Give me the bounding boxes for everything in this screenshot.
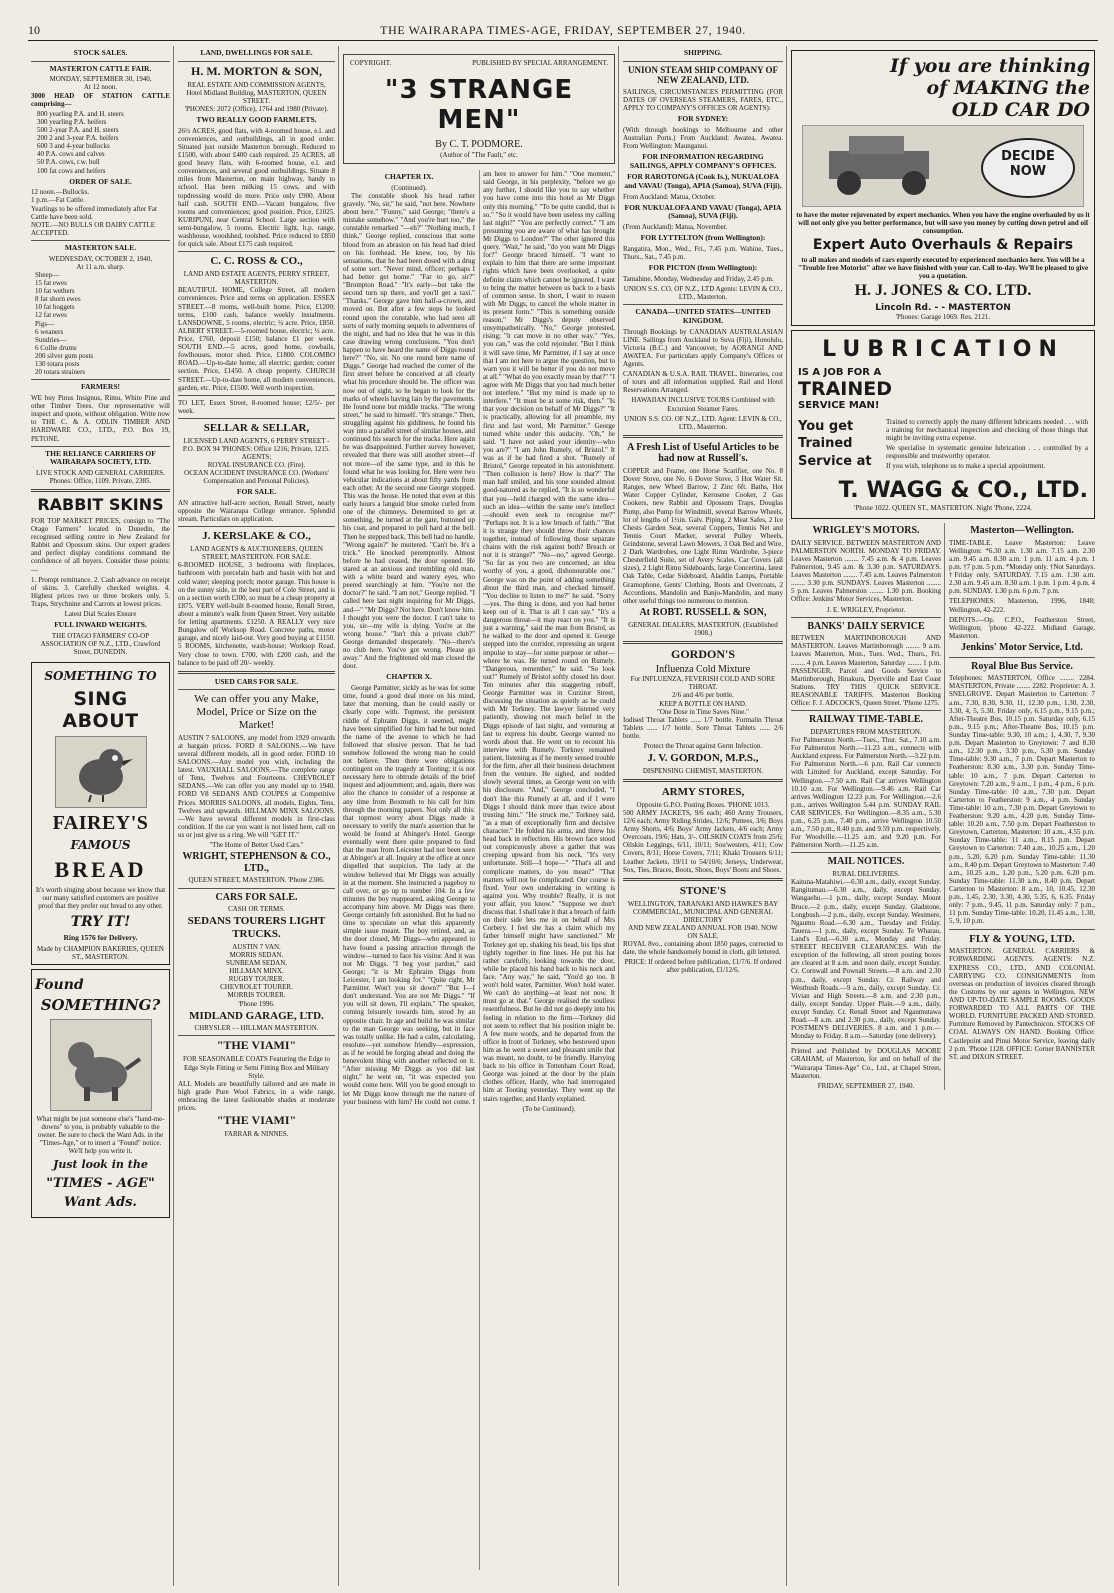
story-author-note: (Author of "The Fault," etc.: [440, 151, 518, 160]
info-head: FOR INFORMATION REGARDING SAILINGS, APPLY COMPANY'S OFFICES.: [629, 151, 777, 170]
used-title: We can offer you any Make, Model, Price or Size on the Market!: [194, 693, 319, 731]
transport-right: [949, 523, 1095, 1090]
raro-head: FOR RAROTONGA (Cook Is.), NUKUALOFA and VAVAU (Tonga), APIA (Samoa), SUVA (Fiji).: [624, 172, 782, 190]
sale-lines: [31, 271, 170, 376]
list-item: 200 silver gum posts: [35, 352, 94, 361]
found-ad: [31, 969, 170, 1218]
mw-title: Masterton—Wellington.: [970, 525, 1074, 537]
found-want: Want Ads.: [64, 1195, 137, 1211]
list-item: 500 2-year P.A. and H. steers: [37, 126, 119, 135]
jones-ad: [791, 50, 1095, 326]
used-heading: USED CARS FOR SALE.: [214, 676, 299, 686]
printed-date: FRIDAY, SEPTEMBER 27, 1940.: [817, 1081, 915, 1090]
mw-name: Jenkins' Motor Service, Ltd.: [961, 642, 1083, 653]
fair-lines: [31, 110, 170, 175]
list-item: Sheep—: [35, 270, 60, 279]
list-item: 10 fat wethers: [35, 287, 75, 296]
list-item: 8 fat shorn ewes: [35, 295, 81, 304]
list-item: Sundries—: [35, 335, 67, 344]
cars-heading: CARS FOR SALE.: [215, 891, 298, 903]
union-text: SAILINGS, CIRCUMSTANCES PERMITTING (FOR DATES OF OVERSEAS STEAMERS, FARES, ETC., APPLY TO COMPANY'S OFFICES OR AGENTS):: [623, 87, 783, 112]
list-item: 10 fat hoggets: [35, 303, 75, 312]
union-agents: UNION S.S. CO. OF N.Z., LTD Agents: LEVIN & CO., LTD., Masterton.: [623, 284, 783, 302]
list-item: 600 3 and 4-year bullocks: [37, 142, 110, 151]
bread-word: BREAD: [54, 857, 147, 883]
lyttel-head: FOR LYTTELTON (from Wellington):: [640, 233, 766, 243]
russell-title: A Fresh List of Useful Articles to be had now at Russell's.: [627, 441, 779, 465]
wright-addr: QUEEN STREET, MASTERTON. 'Phone 2386.: [188, 876, 325, 885]
bird-illustration: [55, 736, 147, 808]
kerslake-name: J. KERSLAKE & CO.,: [202, 530, 311, 543]
gordon-protect: Protect the Throat against Germ Infection.: [643, 742, 763, 751]
stones-text: ROYAL 8vo., containing about 1850 pages, corrected to date, the whole handsomely bound in cloth, gilt lettered.: [623, 940, 783, 957]
list-item: 1 p.m.—Fat Cattle.: [31, 196, 85, 205]
printed-by: Printed and Published by DOUGLAS MOORE GRAHAM, of Masterton, for and on behalf of the "Wairarapa Times-Age" Co., Ltd., at Chapel Street, Masterton.: [791, 1047, 941, 1080]
list-item: 40 P.A. cows and calves: [37, 150, 105, 159]
found-2: SOMETHING?: [40, 996, 161, 1015]
list-item: 100 fat cows and heifers: [37, 166, 106, 175]
bread-ad: [31, 662, 170, 965]
sale-date: WEDNESDAY, OCTOBER 2, 1940,: [48, 254, 153, 263]
mw-text: TIME-TABLE. Leave Masterton: Leave Wellington: *6.30 a.m. 1.30 a.m. 7.15 a.m. 2.30 a.m. 9.45 a.m. 8.30 a.m. 1 p.m. 11 a.m. 4 p.m. 1 p.m. †7 p.m. 5 p.m. *Monday only. †Not Saturdays. †Friday only. SATURDAY. 7.15 a.m. 1.30 a.m. 2.30 a.m. 9.45 a.m. 8.30 a.m. 1 p.m. 1 p.m. 4 p.m. 4 p.m. SUNDAY. 1.30 p.m. 6 p.m. 7 p.m.: [949, 538, 1095, 596]
fair-title: MASTERTON CATTLE FAIR.: [49, 63, 152, 73]
army-text: 500 ARMY JACKETS, 9/6 each; 460 Army Trousers, 12/6 each; Army Riding Strides, 12/6; Puttees, 3/6; Boys Army Shorts, 4/6; Boys' Army Jackets, 4/6 each; Army Overcoats, 19/6; Hats, 3/-. OILSKIN COATS from 25/6; Oilskin Leggings, 6/11, 10/11; Sou'westers, 4/11; Cow Covers, 8/11; Horse Covers, 7/11; Khaki Trousers 6/11; Leather Jackets, 19/11 to 54/10/6; Jerseys, Underwear, Sox, Ties, Braces, Boots, Shoes, Boys' Boots and Shoes.: [623, 808, 783, 874]
dog-illustration: [50, 1019, 152, 1111]
rail-title: RAILWAY TIME-TABLE.: [808, 714, 924, 726]
list-item: RUGBY TOURER.: [228, 975, 285, 984]
dog-icon: [56, 1025, 146, 1105]
midland-sub: CHRYSLER - - HILLMAN MASTERTON.: [194, 1024, 319, 1033]
viami-text: ALL Models are beautifully tailored and are made in high grade Pure Wool Fabrics, in a wide range, embracing the latest fashionable shades at moderate prices.: [178, 1079, 335, 1113]
column-classifieds: [28, 46, 174, 1586]
bread-big: SING ABOUT: [62, 688, 139, 733]
bread-famous: FAMOUS: [70, 838, 131, 853]
midland-name: MIDLAND GARAGE, LTD.: [189, 1009, 324, 1022]
list-item: 300 yearling P.A. heifers: [37, 117, 107, 126]
wrigley-title: WRIGLEY'S MOTORS.: [812, 525, 920, 537]
lub-text-1: Trained to correctly apply the many different lubricants needed . . . with a training for mechanical inspection and checking of those things that might be inviting extra expense.: [886, 417, 1088, 443]
jones-phone: 'Phones: Garage 1069. Res. 2121.: [895, 312, 991, 321]
car-text: to have the motor rejuvenated by expert mechanics. When you have the engine overhauled by us it will not only give you better performance, but will save you money by cutting down petrol and oil consumption.: [796, 211, 1090, 236]
transport-left: [791, 523, 945, 1090]
wagg-ad: [791, 330, 1095, 519]
story-banner: [343, 54, 615, 164]
gordon-title: GORDON'S: [670, 646, 735, 661]
viami-name2: "THE VIAMI": [216, 1113, 297, 1128]
masthead-bar: [28, 24, 1098, 41]
list-item: NOTE.—NO BULLS OR DAIRY CATTLE ACCEPTED.: [31, 220, 155, 237]
column-shipping: [620, 46, 787, 1586]
sellar-ins: ROYAL INSURANCE CO. (Fire).: [207, 461, 306, 470]
list-item: 50 P.A. cows, r.w. bull: [37, 158, 100, 167]
gordon-for: For INFLUENZA, FEVERISH COLD AND SORE THROAT.: [630, 675, 776, 692]
list-item: 12 fat ewes: [35, 311, 67, 320]
rabbit-text: FOR TOP MARKET PRICES, consign to "The Otago Farmers" located in Dunedin, the recognised selling centre in New Zealand for Rabbit and Opossum skins. Our expert graders and perfect display conditions command the confidence of all buyers. Consider these points:—: [31, 516, 170, 574]
list-item: 12 noon.—Bullocks.: [31, 188, 90, 197]
viami-sub: FOR SEASONABLE COATS Featuring the Edge to Edge Style Fitting or Semi Fitting Box and Military Style.: [183, 1055, 330, 1080]
column-land-cars: [175, 46, 339, 1586]
column-motoring-transport: [788, 46, 1098, 1586]
picton-text: Tamahine, Monday, Wednesday and Friday, 2.45 p.m.: [623, 274, 774, 283]
found-1: Found: [35, 977, 84, 994]
viami-name: "THE VIAMI": [216, 1038, 297, 1053]
bread-text: It's worth singing about because we know that our many satisfied customers are positive proof that they prefer our bread to any other.: [35, 885, 166, 910]
special-arrangement: PUBLISHED BY SPECIAL ARRANGEMENT.: [472, 59, 608, 67]
farmers-text: WE buy Pinus Insignus, Rimu, White Pine and other Timber Trees. Our representative will inspect and quote, without obligation. Write now to THE C. & A. ODLIN TIMBER AND HARDWARE CO., LTD., P.O. Box 19, PETONE.: [31, 394, 170, 443]
gordon-keep: KEEP A BOTTLE ON HAND.: [659, 699, 747, 708]
sydney-head: FOR SYDNEY:: [677, 113, 729, 123]
lub-get: You get Trained Service at: [798, 418, 872, 469]
car-icon: [809, 131, 989, 201]
chapter-heading-2: CHAPTER X.: [386, 672, 432, 682]
farmers-heading: FARMERS!: [80, 382, 121, 392]
sale-time: At 11 a.m. sharp.: [76, 262, 125, 271]
fly-title: FLY & YOUNG, LTD.: [969, 932, 1075, 945]
list-item: 800 yearling P.A. and H. steers: [37, 109, 124, 118]
canada-text: Through Bookings by CANADIAN AUSTRALASIAN LINE. Sailings from Auckland to Suva (Fiji), Honolulu, Victoria (B.C.) and Vancouver, by AORANGI AND AWATEA. For particulars apply Company's Offices or Agents.: [623, 327, 783, 368]
wagg-name: T. WAGG & CO., LTD.: [838, 478, 1088, 504]
morton-addr: Hotel Midland Building, MASTERTON, QUEEN STREET.: [186, 88, 327, 105]
russell-name: At ROBT. RUSSELL & SON,: [639, 606, 767, 618]
story-text-b: George Parmitter, sickly as he was for some time, found a good deal more on his mind, later that morning, than he could easily or clearly cope with. Topmost, the persistent riddle of Ephraim Diggs, it seemed, might have been simplified for him had he but noted the name of the avenue to which he had followed that elusive person. That he had somehow followed the wrong man he could not believe. Then there were obligations contingent on the tragedy at Tooting; it is not necessary here to obtrude details of the brief inquest and adjournment; and, again, there was also the chance to consider of a response at any time from Boxmuth to his call for him through the morning papers. Not only all this: that topmost worry about Diggs made it necessary to verify the man's assertion that he would be found at Abinger's Hotel. George eventually went there quite prepared to find that the man from Leicester had not been seen at Abinger's at all. Inquiry at the office at once dispelled that suspicion. The lady at the window believed that Mr Diggs was actually in at the moment. She instructed a pageboy to call over, or go up to number 104. In a few minutes the boy reappeared, asking George to accompany him above. Mr Diggs was there. George certainly felt astonished. But he had no time to speculate on what this apparently simple issue meant. The boy retired, and, as the door closed, Mr Diggs—who appeared to have found a passing attraction through the window—turned to face his visitor. And it was not Mr Diggs. "I beg your pardon," said George; "it is Mr Ephraim Diggs from Leicester, I am looking for." "Quite right, Mr Parmitter. Won't you sit down?" "But I—I don't understand. You are not Mr Diggs." "If you will sit down, I'll explain." The speaker, coming leisurely towards him, stood by an opposite chair. In age and build he was similar to the man George was seeking, but in face was totally unlike. He had a calm, calculating, resolute—yet somehow friendly—expression, as if he would be forging ahead and doing the benevolent thing with another reflected on it. "After missing Mr Diggs as you did last night," he went on, "it was expected you would come here. Will you be good enough to let Mr Diggs know through me the nature of your business with him? He could not come. I am here to answer for him." "One moment," said George, in his perplexity, "before we go any further, I should like you to say whether you have come into this hotel as Mr Diggs only this morning." "To be quite candid, that is so." "So it would have been useless my calling last night?" "You are perfectly correct." "I am presuming you are aware of what has brought Mr Diggs to London?" The other ignored this query. "Wait," he said, "do you want Mr Diggs for?" George braced himself. "I want to explain to him that there are some important rights which have been overlooked, a quite definite claim which cannot be ignored. I want to bring the matter between us back to a basis of common sense. In short, I want to reason with Mr Diggs, to cancel the whole matter in its present form." "This is something outside reason," Mr Diggs's deputy observed unsympathetically. "No," George protested, rising; "it can move in no other way." "Yes, you can," was the cold rejoinder. "But I think it will save time, Mr Parmitter, if I say at once that I am not here to argue the question, but to warn you it will be better if you do not move at all." "What do you exactly mean by that?" "I agree with Mr Diggs that you had much better not interfere." "But my mind is made up to interfere." "It must be at some risk, then." "Is that your decision on behalf of Mr Diggs?" "It is practically, allowing for all preamble, my first and last word, Mr Parmitter." George turned white under this audacity. "Oh," he said. "I have not asked your identity—who you are?" "I am John Rumely, of Bristol." It was as if he had fired a shot. "Rumely of Bristol," George repeated in his astonishment. "Then collusion is here? How is that?" The man half smiled, and his tone sounded almost good-natured as he replied, "It is so wonderful that you—held charged with the same idea—such an idea—within the same one's intellect—should even seek to recognise me?" "Perhaps not. It is a low breach of faith." "But it is strange they should throw their chances together, instead of following those separate chains with the risk against both? Breach or not it is strange?" "No—no," agreed George. "So far as you two are concerned, an idea worthy of you, a good, dishonourable one." George was on the point of adding something about the third man, and checked himself. "You decline to listen to me?" he said. "Sorry—yes. The thing is done, and you had better keep out of it. That is all I can say." "It's a dangerous threat—it may react on you." "It is just a warning," said the man from Bristol, as he walked to the door and opened it. George stepped into the corridor, repressing an urgent impulse to stay—for some purpose or other—where he was. He turned round on Rumely. "Dangerous, remember," he said. "So look out!" Rumely of Bristol softly closed his door. Ten minutes after this staggering rebuff, George Parmitter was in Curzitor Street, discussing the situation as quietly as he could with Mr Torkney. The lawyer listened very patiently, showing not much belief in the Diggs episode of last night, and venturing at last to express his doubt. George wanted no words about that. He went on to recount his interview with Rumely. Torkney remained patient, listening as if he merely sensed trouble for the firm, after all their business detachment from the venture. He sighed, and nodded slowly several times, as George went on with his disclosure. "And," George concluded, "I don't like this Rumely at all, and if I were Diggs I should think more than twice about trusting him." "He struck me," Torkney said, "as a man of exceptionally firm and decisive character." He folded his arms, and threw his head back in reflection. His brown face stood out conspicuously above a gather that was creeping upward from his neck. "It's very unfortunate. Still—I hope—" "That's all and complicate matters, do you mean?" "That matters will not be complicated. Our course is fixed. Your own undertaking in writing is against you. Why trouble? Really, it is not your affair, you know." "Suppose we don't discuss that. I shall take it that a breach of faith on their side lets me in on behalf of Mrs Corbery. I feel she has a claim which my father himself might have sanctioned." Mr Torkney got up, shaking his head, his lips shut tightly together in fine lines. He put his hat rather carefully, looking towards the door, while he placed his hand back to his neck and face. "Any way," he said, "You'd go too. It won't hold water, Parmitter. Won't hold water. We can't do anything—at least not now. It must go at that." George realised the soulless resentfulness. But he did not go deeply into his feeling in relation to the firm—Torkney did not seem to reflect that his position might be. A few more words, and he departed from the office in front of Torkney, who bestowed upon him as he went a sweet and pleasant smile that was meant, no doubt, to be friendly. Harrying back to his office in Tottenham Court Road, George was joined at the door by the plain clothes officer, Hardy, who had interrogated him at Tooting yesterday. They went up the stairs together, and Hardy explained.: [343, 170, 615, 1106]
morton-phone: 'PHONES: 2072 (Office), 1764 and 1980 (Private).: [184, 104, 329, 113]
page-number: 10: [28, 23, 40, 37]
overhaul-title: Expert Auto Overhauls & Repairs: [812, 237, 1074, 254]
viami-sub2: FARRAR & NINNES.: [224, 1130, 289, 1139]
car-script-1: If you are thinking: [890, 55, 1090, 77]
jones-addr: Lincoln Rd. - - MASTERTON: [875, 302, 1011, 313]
sellar-sub: LICENSED LAND AGENTS, 6 PERRY STREET - P.O. BOX 94 'PHONES: Office 1216; Private, 1215. AGENTS:: [182, 436, 331, 461]
wright-name: WRIGHT, STEPHENSON & CO., LTD.,: [182, 851, 331, 874]
mail-text: Kaituna-Matahiwi.—6.30 a.m., daily, except Sunday. Rangitumau.—6.30 a.m., daily, except Sunday. Wangaehu.—1 p.m., daily, except Sunday. Mount Bruce.—2 p.m., daily, except Sunday. Gladstone, Longbush.—2 p.m., daily, except Sunday. Westmere, Ngaumu Road.—6.30 a.m., Tuesday and Friday. Tauera.—1 p.m., daily, except Sunday. Te Wharau, Land's End.—6.30 a.m., Monday and Friday. STREET RECEIVER CLEARANCES. With the exception of the following, all street posting boxes are cleared at 8 a.m. and noon daily, except Sunday. Cr. Cornwall and Pownall Streets.—8 a.m. and 2.30 p.m., daily, except Sunday. Cr. Railway and Westbush Roads.—9 a.m., daily, except Sunday. Cr. Vivian and High Streets.—8 a.m. and 2.30 p.m., daily, except Sunday. Upper Plain.—9 a.m., daily, except Sunday. Cr. Renall Street and Ngaumutawa Road.—8 a.m. and 2.30 p.m., daily, except Sunday. POSTMEN'S DELIVERIES. 8 a.m. and 1 p.m.—Monday to Friday. 8 a.m.—Saturday (one delivery).: [791, 878, 941, 1041]
kerslake-sub: LAND AGENTS & AUCTIONEERS, QUEEN STREET, MASTERTON. FOR SALE.: [190, 545, 323, 562]
stones-sub: WELLINGTON, TARANAKI AND HAWKE'S BAY COMMERCIAL, MUNICIPAL AND GENERAL DIRECTORY: [627, 899, 779, 924]
continued-label: (Continued).: [391, 183, 427, 192]
story-byline: By C. T. PODMORE.: [435, 139, 523, 151]
found-paper: "TIMES - AGE": [46, 1176, 155, 1192]
used-motto: "The Home of Better Used Cars.": [209, 841, 304, 850]
gordon-tabs: Iodised Throat Tablets ...... 1/7 bottle. Formalin Throat Tablets ...... 1/7 bottle. Sore Throat Tablets ...... 2/6 bottle.: [623, 715, 783, 740]
found-look: Just look in the: [53, 1158, 148, 1172]
cars-phone: 'Phone 1996.: [238, 999, 275, 1008]
bread-small: SOMETHING TO: [44, 669, 157, 684]
lub-sub-2: TRAINED: [798, 378, 893, 401]
decide-2: NOW: [1009, 164, 1047, 180]
to-let: TO LET, Essex Street, 8-roomed house; £2/5/- per week.: [178, 398, 335, 415]
cars-terms: CASH OR TERMS.: [228, 905, 285, 914]
wagg-phone: 'Phone 1022. QUEEN ST., MASTERTON. Night 'Phone, 2224.: [854, 503, 1032, 512]
lyttel-text: Rangatira, Mon., Wed., Fri., 7.45 p.m. Wahine, Tues., Thurs., Sat., 7.45 p.m.: [623, 244, 783, 262]
morton-text: 26½ ACRES, good flats, with 4-roomed house, e.l. and conveniences, and outbuildings, all in good order. Situated just outside Masterton borough. Reduced to £1500, with about £400 cash required. 25 ACRES, all good heavy flats, with 6-roomed house, e.l. and conveniences, and several good outbuildings. Situate 8 miles from Masterton, on main highway, handy to school. Has been milking 15 cows, and with topdressing would do more. Price only £900. About half cash. SOUTH END.—Vacant bungalow, five rooms and conveniences; good position. Price, £1025. KURIPUNI, near Central School. Large section with semi-bungalow, 5 rooms. Electric light, h.p. range, washhouse, woodshed, toolshed. Price reduced to £850 for quick sale. About £175 cash required.: [178, 126, 335, 249]
morton-head2: TWO REALLY GOOD FARMLETS.: [196, 115, 317, 125]
chapter-heading: CHAPTER IX.: [384, 172, 434, 182]
rb-text: Telephones: MASTERTON, Office ........ 2284. MASTERTON, Private ........ 2282. Proprietor: A. J. SNELGROVE. Depart Masterton to Carterton: 7 a.m., 7.30, 8.30, 9.30, 11, 12.30 p.m., 1.30, 2.30, 3.30, 4, 5, 5.30. Friday only, 6.15 p.m., 9.15 p.m.; After-Theatre Bus, 10.15 p.m. Saturday only, 6.15 p.m., 9.15 p.m.; After-Theatre Bus, 10.15 p.m. Sunday Time-table: 9.30, 10 a.m.; 1, 4.30, 7, 9.30 p.m. Depart Masterton to Greytown: 7 and 8.30 a.m., 12.30 p.m., 3.30 p.m., 5.30 p.m. Sunday Time-table: 9.30 a.m., 7 p.m. Depart Masterton to Featherston: 8.30 a.m., 3.30 p.m. Sunday Time-table: 10 a.m., 7 p.m. Depart Carterton to Greytown: 7.20 a.m., 9 a.m., 1 p.m., 4 p.m., 6 p.m. Sunday Time-table: 10 a.m., 7.30 p.m. Depart Carterton to Featherston: 9 a.m., 4 p.m. Sunday Time-table: 10 a.m., 7.30 p.m. Depart Greytown to Featherston: 9.20 a.m., 4.20 p.m. Sunday Time-table: 10.20 a.m., 7.50 p.m. Depart Featherston to Greytown, Carterton, Masterton: 10 a.m., 4.55 p.m. Sunday Time-table: 11 a.m., 8.15 p.m. Depart Greytown to Carterton: 7.40 a.m., 10.25 a.m., 1.20 p.m., 5.20, 6.20 p.m. Sunday Time-table: 11.30 a.m., 8.40 p.m. Depart Greytown to Masterton: 7.40 a.m., 10.25 a.m., 1.20 p.m., 5.20 p.m. 6.20 p.m. Sunday Time-table: 11.30 a.m., 8.40 p.m. Depart Carterton to Masterton: 8 a.m., 10, 10.45, 12.30 p.m., 1.45, 2.30, 3.30, 4.30, 5.35, 6, 6.35. Friday only: 7 p.m., 9.45, 11 p.m. Saturday only: 7 p.m., 11 p.m. Sunday Time-table: 10.20, 11.45 a.m., 1.30, 5, 9, 10 p.m.: [949, 674, 1095, 926]
wrigley-text: DAILY SERVICE. BETWEEN MASTERTON AND PALMERSTON NORTH. MONDAY TO FRIDAY. Leaves Masterton ........ 7.45 a.m. & 4 p.m. Leaves Palmerston, 9.45 a.m. & 3.30 p.m. SATURDAYS. Leaves Masterton ........ 7.45 a.m. Leaves Palmerston ........ 3.30 p.m. SUNDAYS. Leaves Masterton ........ 5 p.m. Leaves Palmerston ........ 1.30 p.m. Booking Office: Jenkins' Motor Services, Masterton.: [791, 538, 941, 604]
sellar-acc: OCEAN ACCIDENT INSURANCE CO. (Workers' Compensation and Personal Policies).: [184, 469, 329, 486]
to-be-continued: (To be Continued).: [522, 1104, 576, 1113]
gordon-dose: "One Dose in Time Saves Nine.": [656, 707, 750, 716]
rabbit-points: 1. Prompt remittance. 2. Cash advance on receipt of skins. 3. Carefully checked weights. 4. Highest prices two or three brokers only. 5. Traps, Strychnine and Carrots at lowest prices.: [31, 575, 170, 608]
cars-list: [178, 943, 335, 1000]
army-title: ARMY STORES,: [661, 786, 745, 799]
stones-price: PRICE: If ordered before publication, £1/7/6. If ordered after publication, £1/12/6.: [624, 958, 782, 975]
rail-text: For Palmerston North.—Tues., Thur. Sat., 7.10 a.m. For Palmerston North.—11.23 a.m., connects with Auckland express. For Palmerston North.—3.22 p.m. For Palmerston North.—6 p.m. Rail Car connects with Limited for Auckland, except Saturday. For Wellington.—7.50 a.m. Rail Car arrives Wellington 10.10 a.m. For Wellington.—9.46 a.m. Rail Car arrives Wellington 12.23 p.m. For Wellington.—2.6 p.m., arrives Wellington 5.44 p.m. SUNDAY RAIL CAR SERVICES. For Wellington.—8.35 a.m., 5.30 p.m., 6.25 p.m., 7.40 p.m., arrive Wellington 10.50 a.m., 7.50 p.m., 8.40 p.m. and 9.59 p.m. respectively. For Woodville.—11.25 a.m. and 9.20 p.m. For Palmerston North.—11.25 a.m.: [791, 735, 941, 850]
stones-sub2: AND NEW ZEALAND ANNUAL FOR 1940. NOW ON SALE.: [628, 923, 778, 940]
stock-sales-heading: STOCK SALES.: [73, 48, 128, 57]
sellar-text: AN attractive half-acre section, Renall Street, nearly opposite the Wairarapa College entrance. Splendid stream. Particulars on application.: [178, 499, 335, 524]
rail-sub: DEPARTURES FROM MASTERTON.: [810, 727, 922, 736]
story-body: [343, 170, 615, 1570]
list-item: SUNBEAM SEDAN.: [225, 958, 288, 967]
hawaii-text: HAWAIIAN INCLUSIVE TOURS Combined with Excursion Steamer Fares.: [631, 396, 775, 413]
mw-phones: TELEPHONES: Masterton, 1996, 1848; Wellington, 42-222.: [949, 597, 1095, 614]
list-item: CHEVROLET TOURER.: [220, 983, 293, 992]
nuku-head: FOR NUKUALOFA AND VAVAU (Tonga), APIA (Samoa), SUVA (Fiji).: [624, 202, 782, 221]
list-item: MORRIS SEDAN.: [229, 950, 284, 959]
bread-brand: FAIREY'S: [52, 812, 149, 835]
copyright-label: COPYRIGHT.: [350, 59, 392, 67]
hawaii-agents: UNION S.S. CO. OF N.Z., LTD. Agent: LEVIN & CO., LTD., Masterton.: [624, 414, 782, 431]
lub-sub-1: IS A JOB FOR A: [798, 366, 882, 378]
raro-text: From Auckland: Matua, October.: [623, 192, 716, 201]
story-title: "3 STRANGE MEN": [384, 75, 574, 136]
russell-text: COPPER and Frame, one Horse Scarifier, one No. 8 Dover Stove, one No. 6 Dover Stove, 3 Hot Water Sit. Ranges, new Wheel Barrow, 2 Zinc 6ft. Baths, Hot Water Copper Cylinder, Kerosene Cooker, 2 Gas Cookers, new Rabbit and Opossum Traps, Douglas Pump, also Pump for Windmill, several Barrow Wheels, lot of lengths of 1½in. Galv. Piping, 2 Meat Safes, 2 Ice Chests Garden Seat, several Coppers, Tennis Net and Tennis Court Marker, several Pulley Wheels, Grindstone, several Lawn Mowers, 3 Oak Bed and Wire, 2 Dark Wardrobes, one Light Rimu Wardrobe, 3-piece Chesterfield Suite, set of Avery Scales, Car Covers (all sizes), 2 Light Rimu Sideboards, large Concertina, latest Oak Table, Cedar Sideboard, Aladdin Lamps, Portable Gramophone, Gents' Clothing, Boots and Overcoats, 2 Accordions, Mandolin and Banjo-Mandolin, and many other useful things too numerous to mention.: [623, 467, 783, 605]
decide-1: DECIDE: [1001, 149, 1055, 165]
army-addr: Opposite G.P.O. Posting Boxes. 'PHONE 1013.: [636, 800, 770, 809]
banks-text: BETWEEN MARTINBOROUGH AND MASTERTON. Leaves Martinborough ........ 9 a.m. Leaves Masterton, Mon., Tues. Wed., Thurs., Fri. ........ 4 p.m. Leaves Masterton, Saturday ........ 1 p.m. PASSENGER, Parcel and Goods Service to Martinborough, Hinakura, Dyerville and East Coast Stations. TRY THIS QUICK SERVICE. REASONABLE TARIFFS. Masterton Booking Office: F. J. ADCOCK'S, Queen Street. 'Phone 1275.: [791, 634, 941, 708]
lub-text-3: If you wish, telephone us to make a special appointment.: [886, 462, 1046, 471]
fair-order-heading: ORDER OF SALE.: [69, 176, 132, 186]
list-item: 6 weaners: [35, 327, 64, 336]
story-text-a: The constable shook his head rather gravely. "No, sir," he said, "not here. Nowhere about here." "Funny," said George; "there's a mistake somehow." "And you're hurt too," the constable remarked "—eh?" "Nothing much, I think," George replied, conscious that some blood from an abrasion on his head had dried on his forehead. He knew, too, by his sensations, that he had been dosed with a drug of some sort. "Never mind, officer; perhaps I had better get home." "Far to go, sir?" "Brompton Road." "It's early—but take the second turn up there, and you'll get a taxi." "Thanks." George gave him half-a-crown, and moved on. But after a few steps he looked round upon the constable, who had seen all sorts of early morning sequels to adventures of the night, and had no idea that he was in this case drawing wrong conclusions. "You don't happen to have heard the name of Diggs round here?" "No, sir. No one round here name of Diggs." George had reached the corner of the first street before he conceived at all clearly what his procedure should be. The officer was now out of sight, so he began to look for the marks of wheels having lain by the pavements. He found none but middle tracks. "The wrong street," he said to himself. "It's strange." Then, struggling against his giddiness, he found his way into a parallel street of similar houses, and continued his search for the tracks. Here again he was disappointed. Further survey however, revealed that there was still another street—if not more—of the same type, and in this he found what he was looking for. Here were two vehicular indications at about fifty yards from each other. At the second one George stopped. This was the house. He noted that even at this early hours a languid blue smoke curled from one of the chimneys. Determined to get at something, he turned at the gate, buttoned up his coat, and prepared to pull hard at the bell. Then he stepped back. This bell had no handle. "Wrong again?" he muttered. "Can't be. It's a trick." He knocked peremptorily. Almost before he had ceased, the door opened. He stared at an anxious and trembling old man, with a white beard and watery eyes, who peered searchingly at him. "You're not the doctor?" he said. "I am not," George replied. "I called here last night inquiring for Mr Diggs, and—" "Mr Diggs? Not here. Don't know him. I thought you were the doctor. I can't take to you, sir—my wife is dying. You're at the wrong house." "Isn't this a private club?" George demanded desperately. "No—there's no club here. You've got wrong. Please go away." And the frightened old man closed the door.: [343, 191, 475, 671]
kerslake-text: 6-ROOMED HOUSE, 3 bedrooms with fireplaces, bathroom with porcelain bath and basin with hot and cold water; sleeping porch; motor garage. This house is on the sunny side, in the best part of Cole Street, and is on a section worth £300, so must be a cheap property at £875. VERY well-built 8-roomed house, Renall Street, about a minute's walk from Queen Street. Very suitable for letting apartments. £1250. A REALLY very nice Bungalow off Worksop Road. Concrete paths, motor garage, and nicely laid-out. Very good buying at £1150. 5 ROOMS, kitchenette, wash-house; Worksop Road. Very close to town. £700, with £200 cash, and the balance to be paid off 20/- weekly.: [178, 561, 335, 667]
fly-text: MASTERTON. GENERAL CARRIERS & FORWARDING AGENTS. AGENTS: N.Z. EXPRESS CO., LTD., AND COLONIAL CARRYING CO. CONSIGNMENTS from overseas on production of invoices cleared through the Customs by our agents in Wellington. NEW AND UP-TO-DATE SAMPLE ROOMS. GOODS FORWARDED TO ALL PARTS OF THE WORLD. FURNITURE PACKED AND STORED. Furniture Removed by Pantechnicon. STOCKS OF COAL ALWAYS ON HAND. Booking Office: Castlepoint and Pinui Motor Service, leaving daily 2 p.m. 'Phone 1128. OFFICE: Corner BANNISTER ST. and DIXON STREET.: [949, 947, 1095, 1061]
bird-icon: [61, 741, 141, 803]
rb-title: Royal Blue Bus Service.: [971, 660, 1073, 672]
nuku-text: (From Auckland): Matua, November.: [623, 223, 728, 232]
morton-sub: REAL ESTATE AND COMMISSION AGENTS,: [187, 80, 326, 89]
rabbit-weights: FULL INWARD WEIGHTS.: [54, 620, 147, 630]
list-item: 6 Collie drums: [35, 343, 77, 352]
list-item: 20 totara strainers: [35, 368, 86, 377]
canada-head: CANADA—UNITED STATES—UNITED KINGDOM.: [635, 307, 771, 325]
car-script-3: OLD CAR DO: [951, 99, 1090, 122]
masthead: THE WAIRARAPA TIMES-AGE, FRIDAY, SEPTEMBER 27, 1940.: [380, 23, 746, 37]
carriers-sub: LIVE STOCK AND GENERAL CARRIERS.: [36, 469, 165, 478]
used-text: AUSTIN 7 SALOONS, any model from 1929 onwards at bargain prices. FORD 8 SALOONS.—We have several different models, all in good order. FORD 10 SALOONS.—Any model you wish, including the latest. VAUXHALL SALOONS.—The complete range of Tens, Twelves and Fourteens. CHEVROLET SEDANS.—We can offer you any model up to 1940. FORD V8 SEDANS AND COUPES at Competitive Prices. MORRIS SALOONS, all models, Eights, Tens, Twelves and upwards. HILLMAN MINX SALOONS.—We have several different models in first-class condition. If the car you want is not listed here, call on us or just give us a ring. We will "GET IT.": [178, 733, 335, 840]
rabbit-address: THE OTAGO FARMERS' CO-OP ASSOCIATION OF N.Z., LTD., Crawford Street, DUNEDIN.: [40, 631, 161, 657]
ross-name: C. C. ROSS & CO.,: [210, 255, 303, 268]
list-item: MORRIS TOURER.: [227, 991, 286, 1000]
carriers-phone: Phones: Office, 1109. Private, 2385.: [49, 477, 152, 486]
list-item: HILLMAN MINX.: [229, 967, 284, 976]
lub-title: LUBRICATION: [822, 337, 1064, 363]
russell-sub: GENERAL DEALERS, MASTERTON. (Established 1908.): [628, 620, 778, 637]
rail-travel-text: CANADIAN & U.S.A. RAIL TRAVEL. Itineraries, cost of tours and all information supplied. Rail and Hotel Reservations Arranged.: [623, 370, 783, 395]
jones-name: H. J. JONES & CO. LTD.: [854, 281, 1032, 299]
decide-now-badge: [981, 138, 1075, 198]
land-heading: LAND, DWELLINGS FOR SALE.: [200, 48, 313, 57]
bread-try: TRY IT!: [70, 914, 131, 931]
found-text: What might be just someone else's "hand-me-downs" to you, is probably valuable to the owner. Be sure to check the Want Ads. in the "Times-Age," or to insert a "Found" notice. We'll help you write it.: [36, 1114, 165, 1156]
lub-text-2: We specialise in systematic genuine lubrication . . . controlled by a responsible and trustworthy operator.: [886, 444, 1088, 461]
rabbit-title: RABBIT SKINS: [37, 495, 164, 515]
mail-title: MAIL NOTICES.: [827, 856, 905, 868]
cars-title: SEDANS TOURERS LIGHT TRUCKS.: [187, 915, 326, 940]
old-car-illustration: [802, 125, 1084, 207]
gordon-sub: Influenza Cold Mixture: [655, 663, 751, 675]
sale-title: MASTERTON SALE.: [64, 243, 137, 253]
gordon-price: 2/6 and 4/6 per bottle.: [672, 691, 734, 700]
carriers-title: THE RELIANCE CARRIERS OF WAIRARAPA SOCIETY, LTD.: [45, 448, 156, 467]
bread-made: Made by CHAMPION BAKERIES, QUEEN ST., MASTERTON.: [37, 945, 164, 962]
overhaul-text: to all makes and models of cars expertly executed by experienced mechanics here. You will be a "Trouble free Motorist" after we have finished with your car. Call to-day. We'll be pleased to give you a quotation.: [797, 255, 1089, 280]
gordon-chem: DISPENSING CHEMIST, MASTERTON.: [642, 766, 764, 775]
fair-lead: 3000 HEAD OF STATION CATTLE comprising—: [31, 91, 170, 108]
picton-head: FOR PICTON (from Wellington):: [648, 263, 758, 273]
rabbit-list: Latest Dial Scales Ensure: [64, 610, 137, 619]
bread-ring: Ring 1576 for Delivery.: [63, 933, 138, 943]
mw-depots: DEPOTS.—Op. C.P.O., Featherston Street, Wellington; 'phone 42-222. Midland Garage, Masterton.: [949, 615, 1095, 640]
ross-sub: LAND AND ESTATE AGENTS, PERRY STREET, MASTERTON.: [183, 270, 330, 287]
fair-date: MONDAY, SEPTEMBER 30, 1940,: [49, 75, 152, 84]
morton-name: H. M. MORTON & SON,: [190, 63, 323, 78]
sydney-text: (With through bookings to Melbourne and other Australian Ports.) From Auckland: Awatea, Awatea. From Wellington: Maunganui.: [623, 125, 783, 150]
list-item: 130 totara posts: [35, 360, 80, 369]
stones-title: STONE'S: [679, 884, 727, 897]
ross-text: BEAUTIFUL HOME, College Street, all modern conveniences. Price and terms on application. ESSEX STREET.—8 rooms, well-built home. Price, £1200; terms, £100 cash, balance weekly instalments. LANSDOWNE, 5 rooms, electric; ¼ acre. Price, £850. ALBERT STREET.—5-roomed house, electric; ½ acre. Price, £760, deposit £150; balance £1 per week. SOUTH END.—5 acres, good home, cowbails, fowlhouses, motor shed. Price, £1800. COLOMBO ROAD.—Up-to-date home, all electric; garden; corner section. Price, £1450. A cheap property. CHURCH STREET.—Up-to-date home, all modern conveniences, garden, etc. Price, £1500. Well worth inspection.: [178, 286, 335, 392]
list-item: 15 fat ewes: [35, 279, 67, 288]
wrigley-prop: J. E. WRIGLEY, Proprietor.: [826, 605, 906, 614]
list-item: AUSTIN 7 VAN.: [232, 942, 281, 951]
sellar-name: SELLAR & SELLAR,: [203, 421, 310, 434]
list-item: Yearlings to be offered immediately after Fat Cattle have been sold.: [31, 204, 157, 221]
sellar-forsale: FOR SALE.: [236, 487, 277, 497]
mail-sub: RURAL DELIVERIES.: [832, 870, 900, 879]
list-item: Pigs—: [35, 319, 55, 328]
banks-title: BANKS' DAILY SERVICE: [807, 620, 925, 632]
lub-sub-3: SERVICE MAN!: [798, 400, 880, 412]
column-serial-story: [340, 46, 619, 1586]
union-name: UNION STEAM SHIP COMPANY OF NEW ZEALAND, LTD.: [627, 64, 778, 86]
fair-time: At 12 noon.: [83, 83, 118, 92]
list-item: 200 2 and 3-year P.A. heifers: [37, 134, 119, 143]
shipping-heading: SHIPPING.: [683, 48, 723, 57]
transport-grid: [791, 523, 1095, 1090]
gordon-name: J. V. GORDON, M.P.S.,: [647, 752, 759, 765]
car-script-2: of MAKING the: [926, 77, 1090, 100]
